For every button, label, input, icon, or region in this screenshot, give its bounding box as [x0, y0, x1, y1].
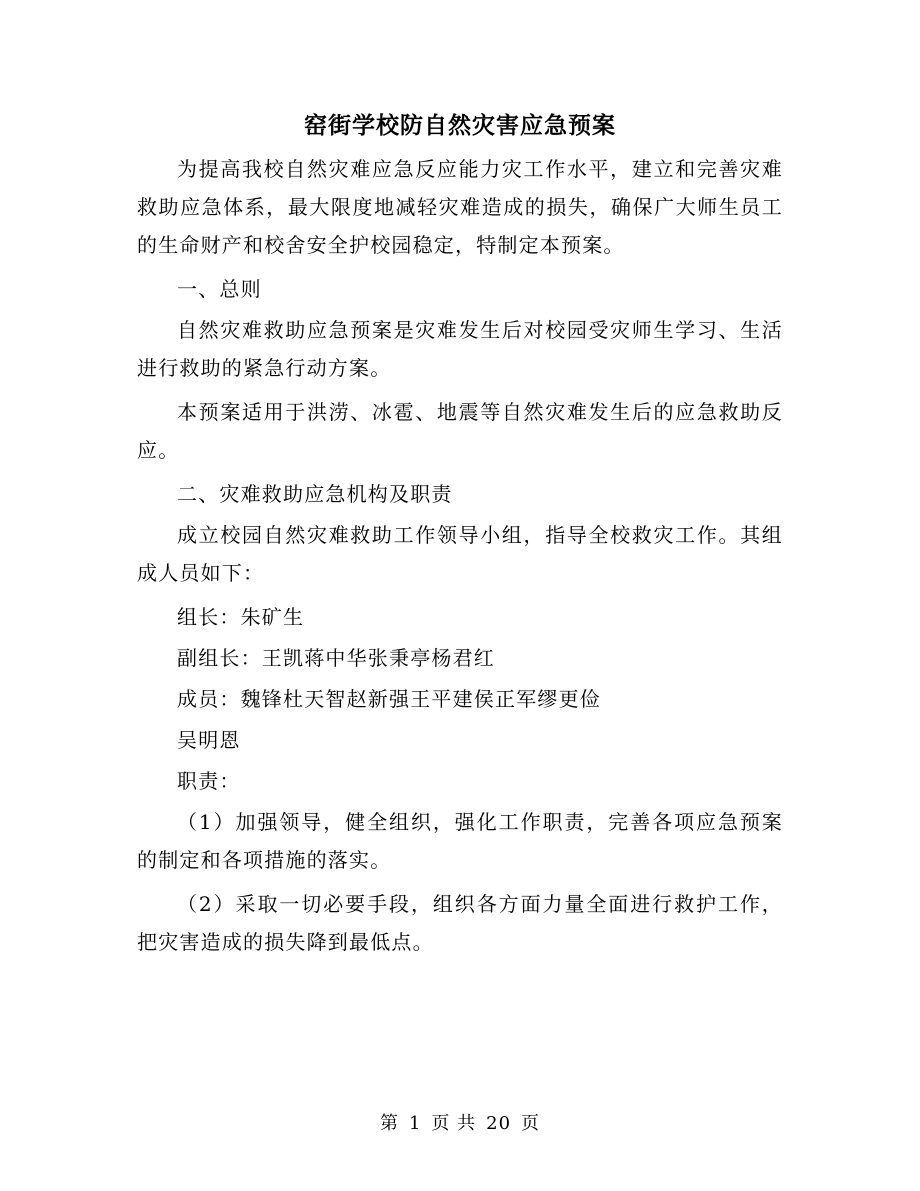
footer-suffix: 页 — [521, 1113, 541, 1134]
group-leader: 组长：朱矿生 — [177, 605, 305, 629]
paragraph-group: 成立校园自然灾难救助工作领导小组，指导全校救灾工作。其组成人员如下： — [137, 523, 783, 585]
group-members: 成员：魏锋杜天智赵新强王平建侯正军缪更俭 — [177, 687, 601, 711]
section-heading-general: 一、总则 — [177, 277, 262, 301]
group-deputy-leaders: 副组长：王凯蒋中华张秉亭杨君红 — [177, 646, 495, 670]
duty-item-1: （1）加强领导，健全组织，强化工作职责，完善各项应急预案的制定和各项措施的落实。 — [137, 810, 783, 872]
duties-heading: 职责： — [177, 769, 241, 793]
document-body — [137, 150, 783, 967]
paragraph-scope: 本预案适用于洪涝、冰雹、地震等自然灾难发生后的应急救助反应。 — [137, 400, 783, 462]
footer-mid: 页 共 — [431, 1113, 477, 1134]
footer-prefix: 第 — [379, 1113, 399, 1134]
group-members-continued: 吴明恩 — [177, 728, 241, 752]
duty-item-2: （2）采取一切必要手段，组织各方面力量全面进行救护工作，把灾害造成的损失降到最低点。 — [137, 892, 783, 954]
page-footer — [0, 1112, 920, 1136]
paragraph-definition: 自然灾难救助应急预案是灾难发生后对校园受灾师生学习、生活进行救助的紧急行动方案。 — [137, 318, 783, 380]
paragraph-intro: 为提高我校自然灾难应急反应能力灾工作水平，建立和完善灾难救助应急体系，最大限度地减轻灾难造成的损失，确保广大师生员工的生命财产和校舍安全护校园稳定，特制定本预案。 — [137, 157, 783, 257]
footer-page-total: 20 — [486, 1113, 512, 1134]
footer-page-number: 1 — [408, 1113, 422, 1134]
document-title: 窑街学校防自然灾害应急预案 — [304, 112, 616, 139]
section-heading-organization: 二、灾难救助应急机构及职责 — [177, 482, 453, 506]
